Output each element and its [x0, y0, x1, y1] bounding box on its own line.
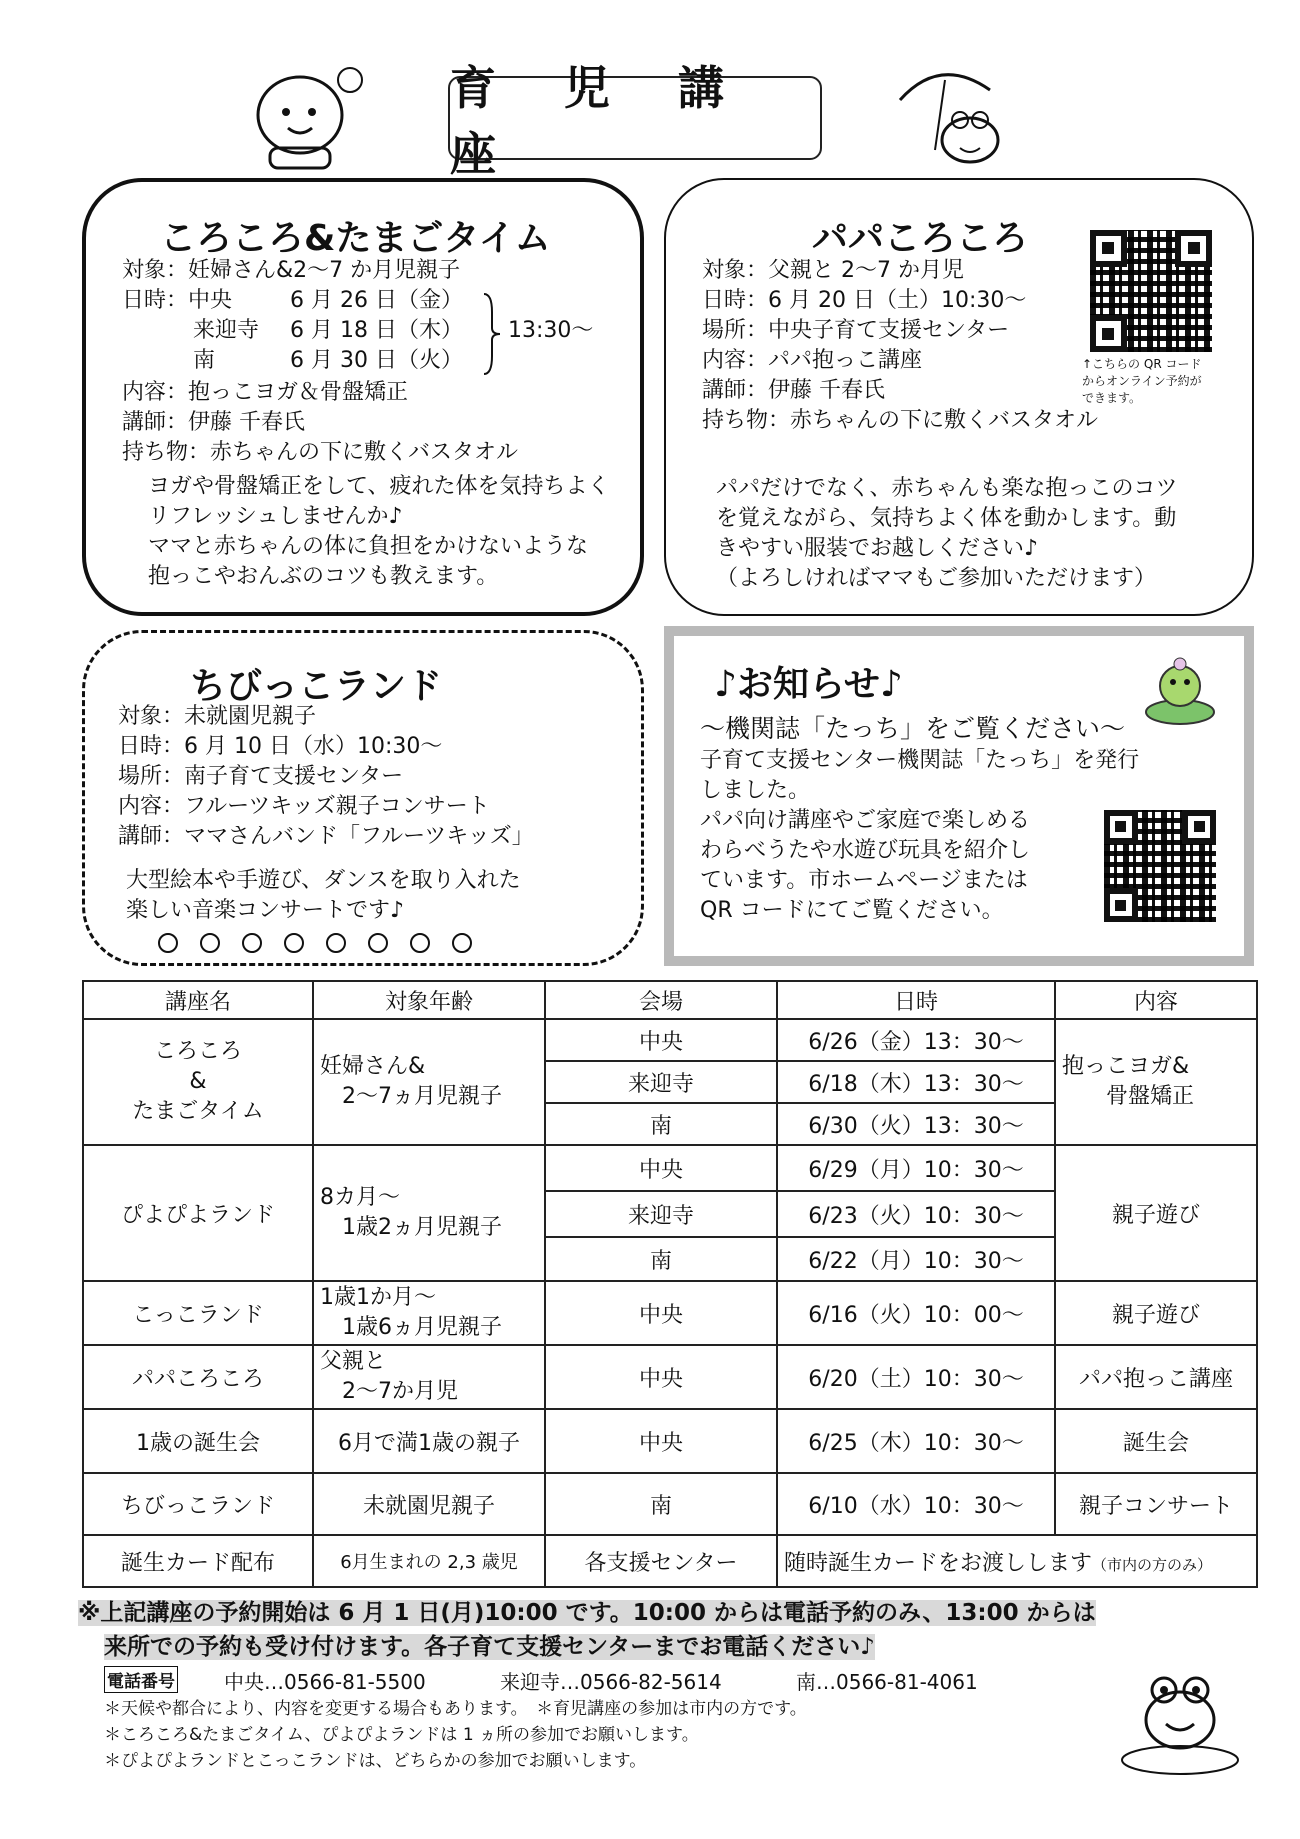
- course-name: ちびっこランド: [83, 1473, 313, 1535]
- table-row: [83, 1345, 1257, 1409]
- course-venue: 中央: [545, 1281, 777, 1345]
- papa-qr-note3: できます。: [1082, 391, 1142, 405]
- table-row: [83, 1535, 1257, 1587]
- notice-line6: QR コードにてご覧ください。: [700, 898, 1004, 923]
- table-header: 内容: [1055, 981, 1257, 1019]
- chibikko-place: 場所：南子育て支援センター: [118, 764, 404, 789]
- korokoro-bring: 持ち物：赤ちゃんの下に敷くバスタオル: [122, 440, 519, 465]
- table-row: [83, 1145, 1257, 1191]
- course-venue: 南: [545, 1237, 777, 1281]
- footnote3: ＊ぴよぴよランドとこっこランドは、どちらかの参加でお願いします。: [104, 1751, 647, 1771]
- course-venue: 各支援センター: [545, 1535, 777, 1587]
- chibikko-content: 内容：フルーツキッズ親子コンサート: [118, 794, 490, 819]
- course-venue: 中央: [545, 1409, 777, 1473]
- table-header: 対象年齢: [313, 981, 545, 1019]
- notice-line1: 子育て支援センター機関誌「たっち」を発行: [700, 748, 1140, 773]
- music-children-decoration: [150, 930, 490, 956]
- papa-title: パパころころ: [812, 218, 1029, 259]
- papa-target: 対象：父親と 2～7 か月児: [702, 258, 964, 283]
- papa-place: 場所：中央子育て支援センター: [702, 318, 1010, 343]
- course-venue: 中央: [545, 1145, 777, 1191]
- papa-desc1: パパだけでなく、赤ちゃんも楽な抱っこのコツ: [716, 476, 1178, 501]
- chibikko-title: ちびっこランド: [190, 666, 443, 707]
- course-venue: 来迎寺: [545, 1061, 777, 1103]
- korokoro-date-label: 日時：中央: [122, 288, 233, 313]
- table-header-row: [83, 981, 1257, 1019]
- course-name: 1歳の誕生会: [83, 1409, 313, 1473]
- birthday-card-note: （市内の方のみ）: [1092, 1555, 1213, 1574]
- course-date: 6/20（土）10：30～: [777, 1345, 1055, 1409]
- korokoro-desc1: ヨガや骨盤矯正をして、疲れた体を気持ちよく: [148, 474, 610, 499]
- korokoro-teacher: 講師：伊藤 千春氏: [122, 410, 305, 435]
- korokoro-date2: 6 月 18 日（木）: [290, 318, 463, 343]
- course-date: [777, 1535, 1257, 1587]
- course-date: 6/29（月）10：30～: [777, 1145, 1055, 1191]
- korokoro-date3: 6 月 30 日（火）: [290, 348, 463, 373]
- course-content: 親子コンサート: [1055, 1473, 1257, 1535]
- course-age: 妊婦さん& 2～7ヵ月児親子: [313, 1019, 545, 1145]
- course-name: パパころころ: [83, 1345, 313, 1409]
- korokoro-desc2: リフレッシュしませんか♪: [148, 504, 403, 529]
- course-age: 6月で満1歳の親子: [313, 1409, 545, 1473]
- course-date: 6/16（火）10：00～: [777, 1281, 1055, 1345]
- notice-line3: パパ向け講座やご家庭で楽しめる: [700, 808, 1031, 833]
- course-content: 抱っこヨガ& 骨盤矯正: [1055, 1019, 1257, 1145]
- reservation-note2: 来所での予約も受け付けます。各子育て支援センターまでお電話ください♪: [104, 1634, 875, 1660]
- page-title: 育 児 講 座: [450, 61, 751, 181]
- footnote2: ＊ころころ&たまごタイム、ぴよぴよランドは 1 ヵ所の参加でお願いします。: [104, 1725, 699, 1745]
- table-header: 日時: [777, 981, 1055, 1019]
- korokoro-target: 対象：妊婦さん&2～7 か月児親子: [122, 258, 461, 283]
- notice-title: ♪お知らせ♪: [714, 664, 903, 705]
- course-date: 6/30（火）13：30～: [777, 1103, 1055, 1145]
- baby-illustration: [250, 60, 370, 170]
- table-row: [83, 1281, 1257, 1345]
- page-title-box: [448, 61, 822, 181]
- chibikko-target: 対象：未就園児親子: [118, 704, 317, 729]
- phone-minami: 南…0566-81-4061: [796, 1670, 978, 1694]
- table-header: 講座名: [83, 981, 313, 1019]
- course-content: 誕生会: [1055, 1409, 1257, 1473]
- papa-qr-note2: からオンライン予約が: [1082, 374, 1202, 388]
- papa-qr-note1: ↑こちらの QR コード: [1082, 357, 1202, 371]
- notice-qr-code[interactable]: [1104, 810, 1216, 922]
- korokoro-desc3: ママと赤ちゃんの体に負担をかけないような: [148, 534, 589, 559]
- course-date: 6/26（金）13：30～: [777, 1019, 1055, 1061]
- course-venue: 南: [545, 1473, 777, 1535]
- phone-label: 電話番号: [104, 1666, 178, 1693]
- table-row: [83, 1019, 1257, 1061]
- korokoro-title: ころころ&たまごタイム: [160, 218, 551, 259]
- phone-chuo: 中央…0566-81-5500: [224, 1670, 426, 1694]
- chibikko-desc1: 大型絵本や手遊び、ダンスを取り入れた: [126, 868, 521, 893]
- korokoro-desc4: 抱っこやおんぶのコツも教えます。: [148, 564, 499, 589]
- papa-desc3: きやすい服装でお越しください♪: [716, 536, 1039, 561]
- course-name: ころころ & たまごタイム: [83, 1019, 313, 1145]
- table-row: [83, 1409, 1257, 1473]
- chibikko-date: 日時：6 月 10 日（水）10:30～: [118, 734, 443, 759]
- schedule-table: [82, 980, 1258, 1588]
- table-header: 会場: [545, 981, 777, 1019]
- footnote1: ＊天候や都合により、内容を変更する場合もあります。 ＊育児講座の参加は市内の方です。: [104, 1699, 807, 1719]
- brace-icon: [482, 292, 502, 376]
- course-age: 未就園児親子: [313, 1473, 545, 1535]
- phone-raigouji: 来迎寺…0566-82-5614: [500, 1670, 722, 1694]
- course-date: 6/22（月）10：30～: [777, 1237, 1055, 1281]
- korokoro-date1: 6 月 26 日（金）: [290, 288, 463, 313]
- korokoro-time: 13:30～: [508, 318, 594, 343]
- papa-content: 内容：パパ抱っこ講座: [702, 348, 923, 373]
- korokoro-content: 内容：抱っこヨガ＆骨盤矯正: [122, 380, 409, 405]
- course-date: 6/25（木）10：30～: [777, 1409, 1055, 1473]
- notice-line2: しました。: [700, 778, 811, 803]
- notice-line4: わらべうたや水遊び玩具を紹介し: [700, 838, 1031, 863]
- table-row: [83, 1473, 1257, 1535]
- papa-desc4: （よろしければママもご参加いただけます）: [716, 566, 1157, 591]
- papa-date: 日時：6 月 20 日（土）10:30～: [702, 288, 1027, 313]
- notice-line5: ています。市ホームページまたは: [700, 868, 1028, 893]
- korokoro-loc3: 南: [193, 348, 216, 373]
- course-age: 8カ月～ 1歳2ヵ月児親子: [313, 1145, 545, 1281]
- papa-desc2: を覚えながら、気持ちよく体を動かします。動: [716, 506, 1177, 531]
- chibikko-teacher: 講師：ママさんバンド「フルーツキッズ」: [118, 824, 534, 849]
- course-content: パパ抱っこ講座: [1055, 1345, 1257, 1409]
- course-venue: 中央: [545, 1019, 777, 1061]
- notice-subtitle: ～機関誌「たっち」をご覧ください～: [700, 714, 1126, 743]
- korokoro-loc2: 来迎寺: [193, 318, 260, 343]
- frog-umbrella-illustration: [890, 50, 1020, 170]
- course-name: 誕生カード配布: [83, 1535, 313, 1587]
- course-age: 6月生まれの 2,3 歳児: [313, 1535, 545, 1587]
- course-venue: 来迎寺: [545, 1191, 777, 1237]
- course-date: 6/18（木）13：30～: [777, 1061, 1055, 1103]
- birthday-card-text: 随時誕生カードをお渡しします: [784, 1550, 1093, 1576]
- papa-teacher: 講師：伊藤 千春氏: [702, 378, 885, 403]
- course-name: こっこランド: [83, 1281, 313, 1345]
- course-date: 6/23（火）10：30～: [777, 1191, 1055, 1237]
- chibikko-desc2: 楽しい音楽コンサートです♪: [126, 898, 405, 923]
- reservation-note1: ※上記講座の予約開始は 6 月 1 日(月)10:00 です。10:00 からは電話予約のみ、13:00 からは: [78, 1600, 1096, 1626]
- course-venue: 南: [545, 1103, 777, 1145]
- course-venue: 中央: [545, 1345, 777, 1409]
- course-age: 1歳1か月～ 1歳6ヵ月児親子: [313, 1281, 545, 1345]
- course-content: 親子遊び: [1055, 1145, 1257, 1281]
- papa-qr-code[interactable]: [1090, 230, 1212, 352]
- course-date: 6/10（水）10：30～: [777, 1473, 1055, 1535]
- course-content: 親子遊び: [1055, 1281, 1257, 1345]
- papa-bring: 持ち物：赤ちゃんの下に敷くバスタオル: [702, 408, 1099, 433]
- frog-illustration: [1110, 1650, 1250, 1780]
- frog-lilypad-illustration: [1140, 650, 1220, 730]
- course-age: 父親と 2～7か月児: [313, 1345, 545, 1409]
- course-name: ぴよぴよランド: [83, 1145, 313, 1281]
